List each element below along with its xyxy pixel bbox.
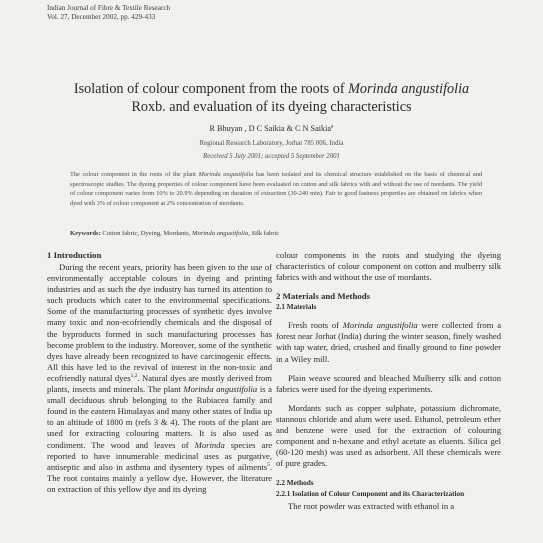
keywords-label: Keywords: [70, 230, 101, 237]
intro-p1c: is a small deciduous shrub belonging to the Rubiacea family and found in the eastern Himalayas and many other states of India up to an altitude of 1800 m (refs 3 & 4). The roots of the plant are used for extracting colouring matters. It is also used as condiment. The wood and leaves of [47, 384, 272, 450]
journal-header [47, 4, 170, 22]
isolation-subheading: 2.2.1 Isolation of Colour Component and its Characterization [276, 490, 465, 499]
intro-p1b: . Natural dyes are mostly derived from plants, insects and minerals. The plant [47, 372, 272, 395]
materials-p1b: were collected from a forest near Jorhat (India) during the winter season, finely washed with tap water, dried, crushed and finally ground to fine powder in a Wiley mill. [276, 320, 502, 364]
keywords-t2: , Silk fabric [248, 230, 280, 237]
title-part2: Roxb. and evaluation of its dyeing characteristics [131, 99, 412, 115]
abstract-s1: The colour component in the roots of the plant [70, 171, 199, 178]
intro-ref1: 1,2 [130, 373, 138, 380]
affiliation: Regional Research Laboratory, Jorhat 785 006, India [199, 140, 344, 147]
mordants-paragraph: Mordants such as copper sulphate, potassium dichromate, stannous chloride and alum were used. Ethanol, petroleum ether and benzene were used for the extraction of colouring component and n-hexane and ethyl acetate as eluents. Silica gel (60-120 mesh) was used as adsorbent. All these chemicals were of pure grades. [276, 402, 501, 469]
right-column [276, 250, 501, 513]
intro-p1e: . The root contains mainly a yellow dye. However, the literature on extraction of this yellow dye and its dyeing [47, 461, 272, 494]
author-mark: a [331, 123, 334, 130]
keywords-t1: Cotton fabric, Dyeing, Mordants, [100, 230, 192, 237]
abstract-species: Morinda angustifolia [198, 171, 254, 178]
methods-heading: 2 Materials and Methods [276, 291, 371, 302]
methods-subheading: 2.2 Methods [276, 479, 314, 488]
abstract-s2: has been isolated and its chemical structure established on the basis of chemical and spectroscopic studies. The dyeing properties of colour component have been evaluated on cotton and silk fabrics with and without the use of mordants. The yield of colour component varies from 10% to 20.9% depending on duration of extraction (30-240 min). Fair to good fastness properties are obtained on fabrics when dyed with 3% of colour component at 2% concentration of mordants. [70, 171, 482, 208]
keywords [70, 230, 279, 237]
isolation-paragraph: The root powder was extracted with ethanol in a [288, 501, 455, 512]
fabrics-paragraph: Plain weave scoured and bleached Mulberry silk and cotton fabrics were used for the dyeing experiments. [276, 372, 501, 394]
intro-heading: 1 Introduction [47, 250, 102, 260]
title-part1: Isolation of colour component from the roots of [73, 81, 349, 97]
materials-p1a: Fresh roots of [288, 320, 343, 331]
right-p0: colour components in the roots and studying the dyeing characteristics of colour component on cotton and mulberry silk fabrics with and without the use of mordants. [276, 250, 501, 283]
intro-ref2: 5 [267, 461, 270, 468]
intro-species2: Morinda [194, 439, 225, 450]
journal-volume: Vol. 27, December 2002, pp. 429-433 [47, 13, 156, 21]
intro-paragraph [47, 262, 272, 495]
materials-paragraph [276, 320, 501, 364]
intro-p1: During the recent years, priority has been given to the use of environmentally acceptable colours in dyeing and printing industries and as such the dye industry has turned its attention to such products which cater to the environmental specifications. Some of the manufacturing processes of synthetic dyes involve many toxic and non-ecofriendly chemicals and the disposal of the byproducts formed in such manufacturing processes has become problem to the industry. Moreover, some of the synthetic dyes have already been recognized to have carcinogenic effects. All this have led to the revival of interest in the non-toxic and ecofriendly natural dyes [47, 262, 272, 383]
intro-species1: Morinda angustifolia [183, 384, 258, 395]
materials-subheading: 2.1 Materials [276, 303, 317, 312]
received-dates: Received 5 July 2001; accepted 5 September 2001 [203, 153, 340, 160]
left-column [47, 250, 272, 495]
paper-title [40, 80, 503, 116]
intro-p1d: species are reported to have innumerable medicinal uses as purgative, antiseptic and also in asthma and dysentery types of ailments [47, 439, 273, 472]
journal-name: Indian Journal of Fibre & Textile Research [47, 4, 171, 12]
title-species: Morinda angustifolia [348, 81, 470, 97]
authors [0, 124, 543, 133]
author-names: R Bhuyan , D C Saikia & C N Saikia [209, 124, 331, 133]
abstract [70, 170, 482, 209]
keywords-species: Morinda angustifolia [191, 230, 249, 237]
materials-species: Morinda angustifolia [342, 320, 418, 331]
